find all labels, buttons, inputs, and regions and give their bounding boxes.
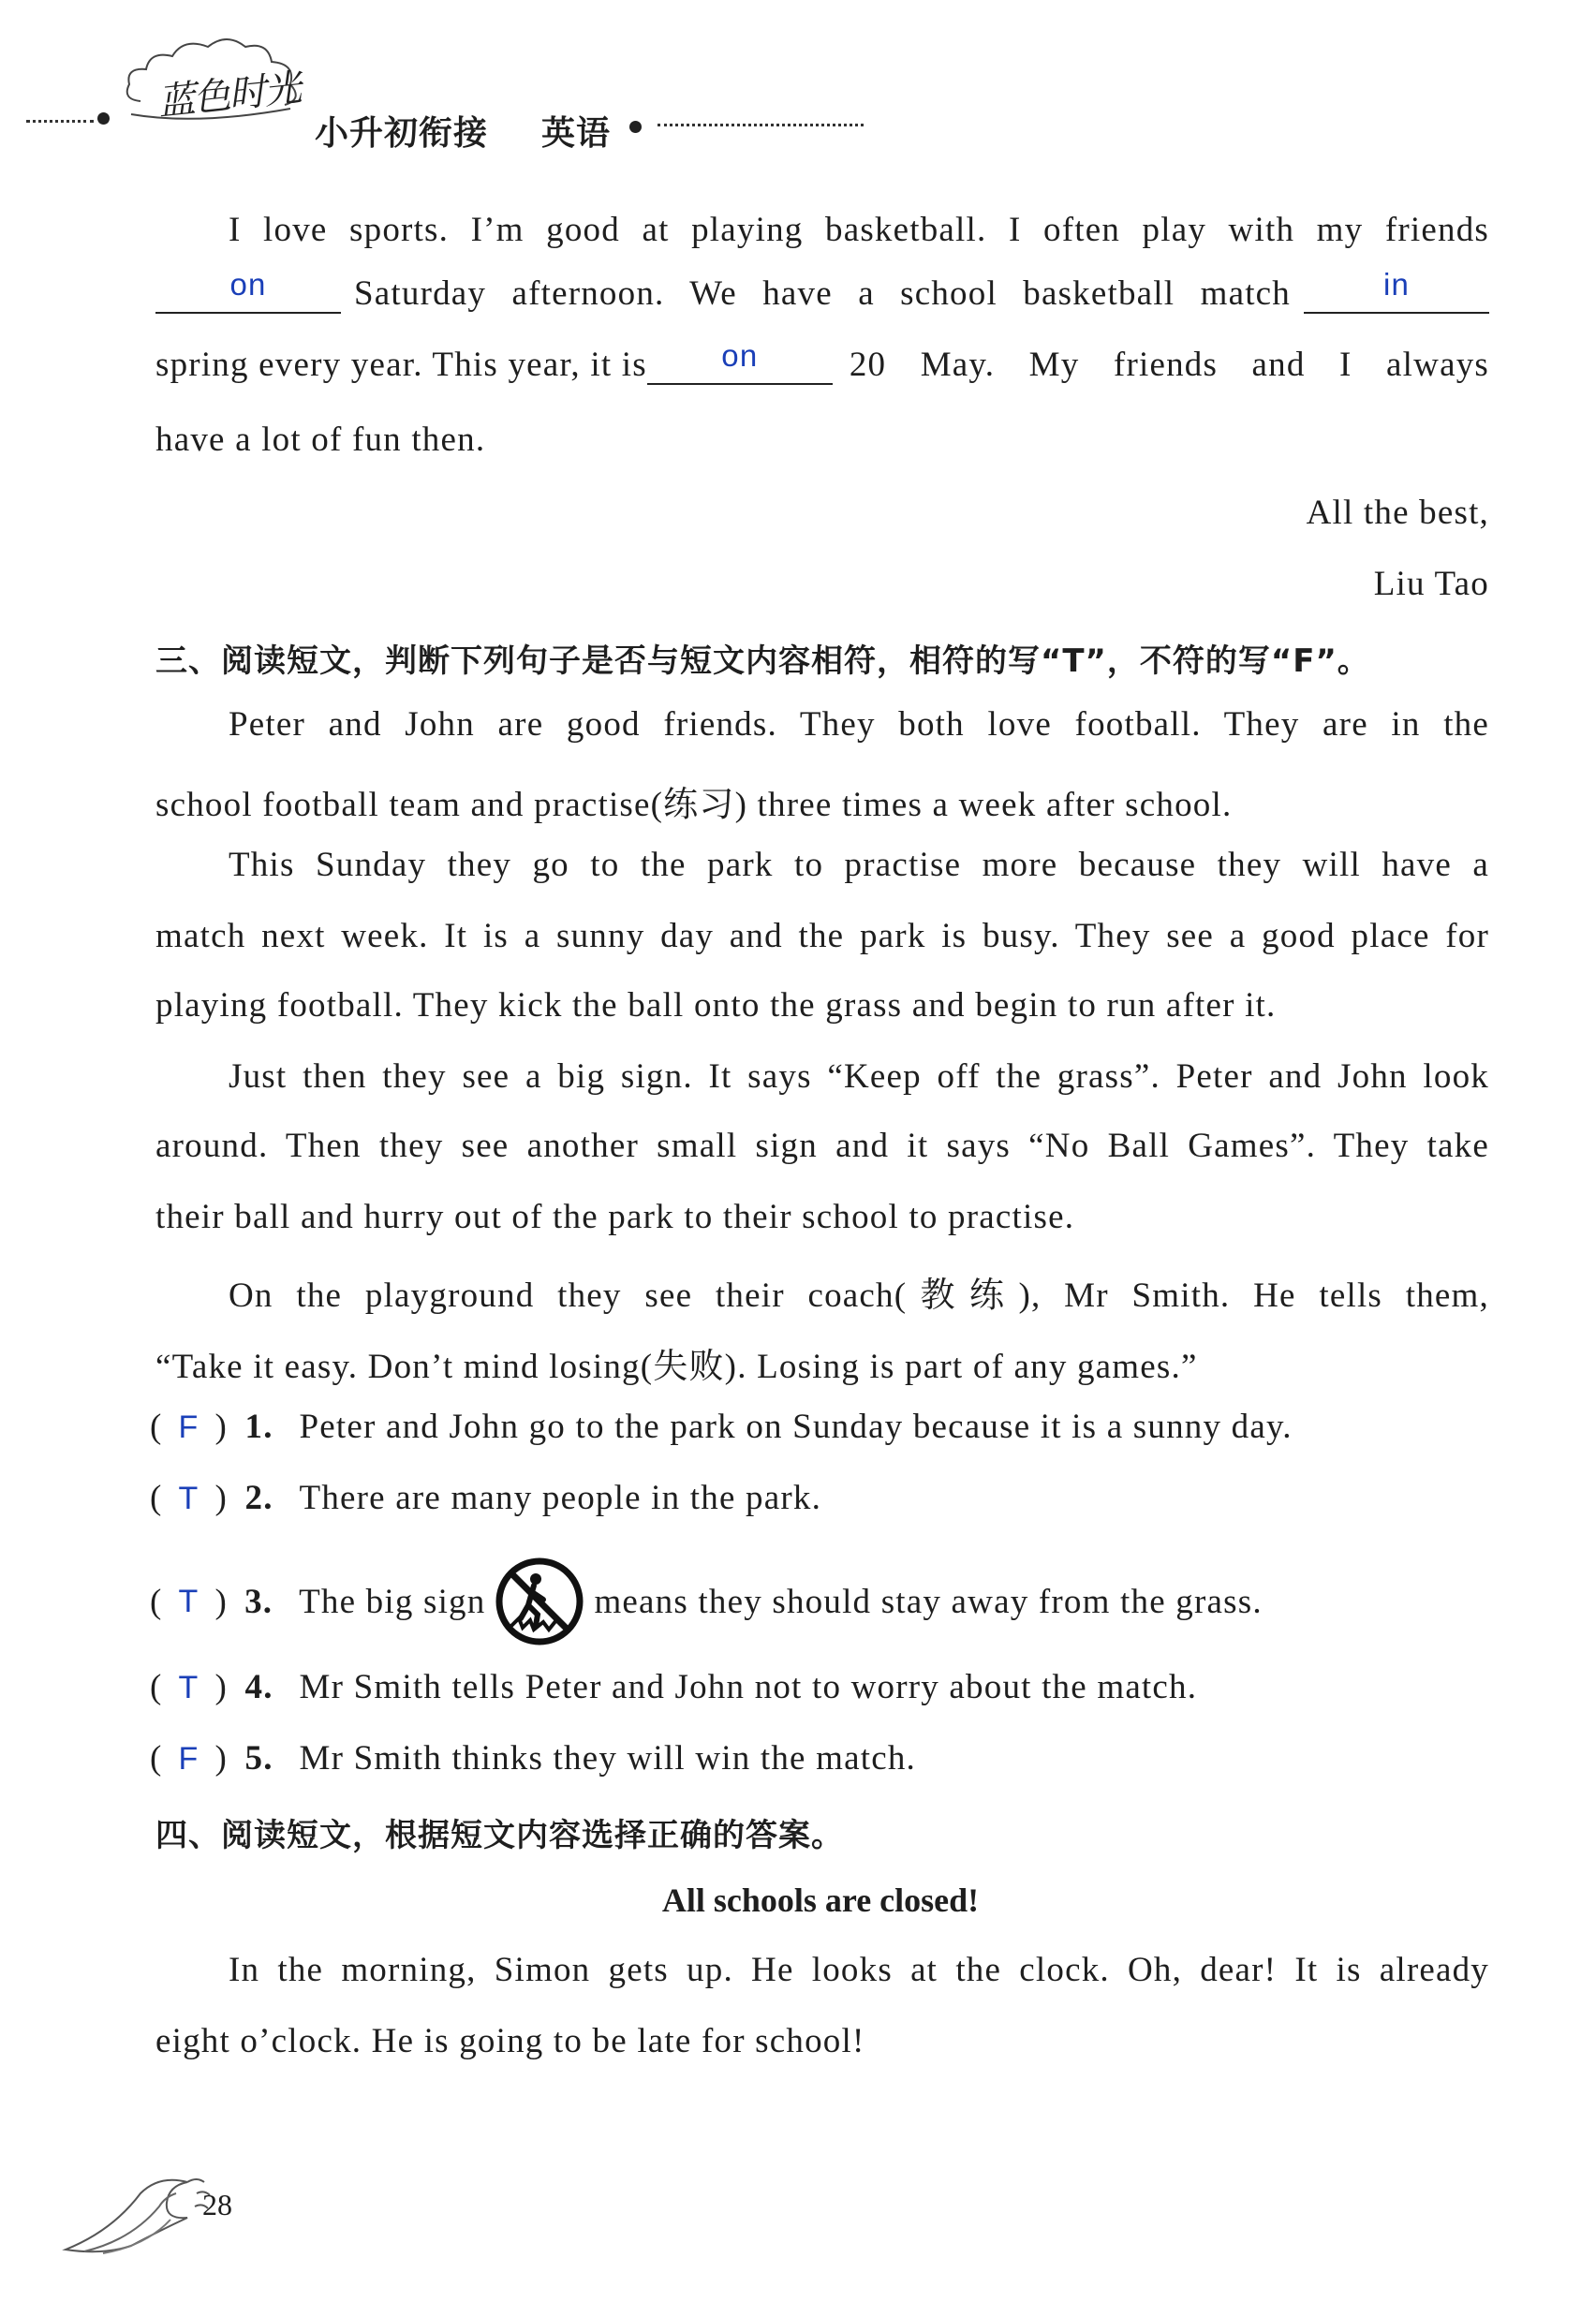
answer-blank-3 <box>647 338 833 385</box>
question-1: ( F ) 1. Peter and John go to the park on Sunday because it is a sunny day. <box>150 1408 1293 1446</box>
no-walking-on-grass-sign-icon <box>495 1557 584 1646</box>
section-4-title: All schools are closed! <box>661 1881 980 1919</box>
letter-line-2 <box>155 267 1489 314</box>
s3-passage-line-3: This Sunday they go to the park to practise more because they will have a <box>229 846 1489 884</box>
question-3-answer: T <box>178 1583 200 1619</box>
question-2-number: 2. <box>244 1479 273 1517</box>
s3-passage-line-6: Just then they see a big sign. It says “Keep off the grass”. Peter and John look <box>229 1057 1489 1096</box>
letter-line-3 <box>155 338 1489 385</box>
question-1-text: Peter and John go to the park on Sunday because it is a sunny day. <box>299 1408 1293 1446</box>
answer-blank-2-text: in <box>1382 267 1411 302</box>
letter-closing: All the best, <box>1306 494 1489 532</box>
answer-blank-3-text: on <box>721 338 759 373</box>
s4-passage-line-1: In the morning, Simon gets up. He looks at the clock. Oh, dear! It is already <box>229 1951 1489 1989</box>
question-1-answer: F <box>178 1409 200 1445</box>
letter-line-3-text-a: spring every year. This year, it is <box>155 346 647 384</box>
page-number: 28 <box>202 2188 232 2221</box>
question-4-answer: T <box>178 1670 200 1705</box>
letter-line-3-text-b: 20 May. My friends and I always <box>849 346 1489 384</box>
question-3: ( T ) 3. The big sign means they should stay away from the grass. <box>150 1557 1263 1646</box>
question-3-text-before: The big sign <box>299 1582 486 1621</box>
question-5: ( F ) 5. Mr Smith thinks they will win the match. <box>150 1739 916 1778</box>
answer-blank-2 <box>1304 267 1489 314</box>
section-4-heading: 四、阅读短文，根据短文内容选择正确的答案。 <box>155 1817 844 1854</box>
header-dotted-line-left <box>26 120 94 123</box>
s3-passage-line-7: around. Then they see another small sign and it says “No Ball Games”. They take <box>155 1127 1489 1165</box>
question-4-text: Mr Smith tells Peter and John not to worry about the match. <box>299 1668 1198 1706</box>
header-dotted-line-right <box>658 124 864 126</box>
question-2-text: There are many people in the park. <box>299 1479 822 1517</box>
answer-blank-1-text: on <box>229 267 267 302</box>
question-4-number: 4. <box>244 1668 273 1706</box>
s3-passage-line-8: their ball and hurry out of the park to their school to practise. <box>155 1198 1075 1236</box>
s3-passage-line-10: “Take it easy. Don’t mind losing(失败). Losing is part of any games.” <box>155 1348 1198 1386</box>
s3-passage-line-5: playing football. They kick the ball onto the grass and begin to run after it. <box>155 986 1277 1025</box>
question-5-text: Mr Smith thinks they will win the match. <box>299 1739 916 1778</box>
question-4: ( T ) 4. Mr Smith tells Peter and John not to worry about the match. <box>150 1668 1198 1706</box>
logo-text: 蓝色时光 <box>155 66 303 125</box>
question-5-answer: F <box>178 1741 200 1777</box>
question-2-answer: T <box>178 1481 200 1516</box>
s3-passage-line-2: school football team and practise(练习) three times a week after school. <box>155 786 1233 824</box>
s3-passage-line-9: On the playground they see their coach(教练), Mr Smith. He tells them, <box>229 1276 1489 1315</box>
letter-line-4: have a lot of fun then. <box>155 421 486 459</box>
letter-signature: Liu Tao <box>1373 565 1489 603</box>
letter-line-2-text: Saturday afternoon. We have a school basketball match <box>354 274 1291 313</box>
s3-passage-line-1: Peter and John are good friends. They both love football. They are in the <box>229 705 1489 744</box>
question-1-number: 1. <box>244 1408 273 1446</box>
header-subject: 英语 <box>541 114 612 153</box>
header-title: 小升初衔接 <box>315 114 489 153</box>
header-bullet-right <box>629 121 642 133</box>
header-bullet <box>97 112 110 125</box>
question-3-number: 3. <box>244 1582 273 1621</box>
question-2: ( T ) 2. There are many people in the park. <box>150 1479 822 1517</box>
section-3-heading: 三、阅读短文，判断下列句子是否与短文内容相符，相符的写“T”，不符的写“F”。 <box>155 642 1370 680</box>
answer-blank-1 <box>155 267 341 314</box>
letter-line-1: I love sports. I’m good at playing basketball. I often play with my friends <box>229 211 1489 249</box>
s3-passage-line-4: match next week. It is a sunny day and the park is busy. They see a good place for <box>155 917 1489 955</box>
s4-passage-line-2: eight o’clock. He is going to be late for school! <box>155 2022 865 2060</box>
question-3-text-after: means they should stay away from the grass. <box>594 1582 1263 1621</box>
question-5-number: 5. <box>244 1739 273 1778</box>
